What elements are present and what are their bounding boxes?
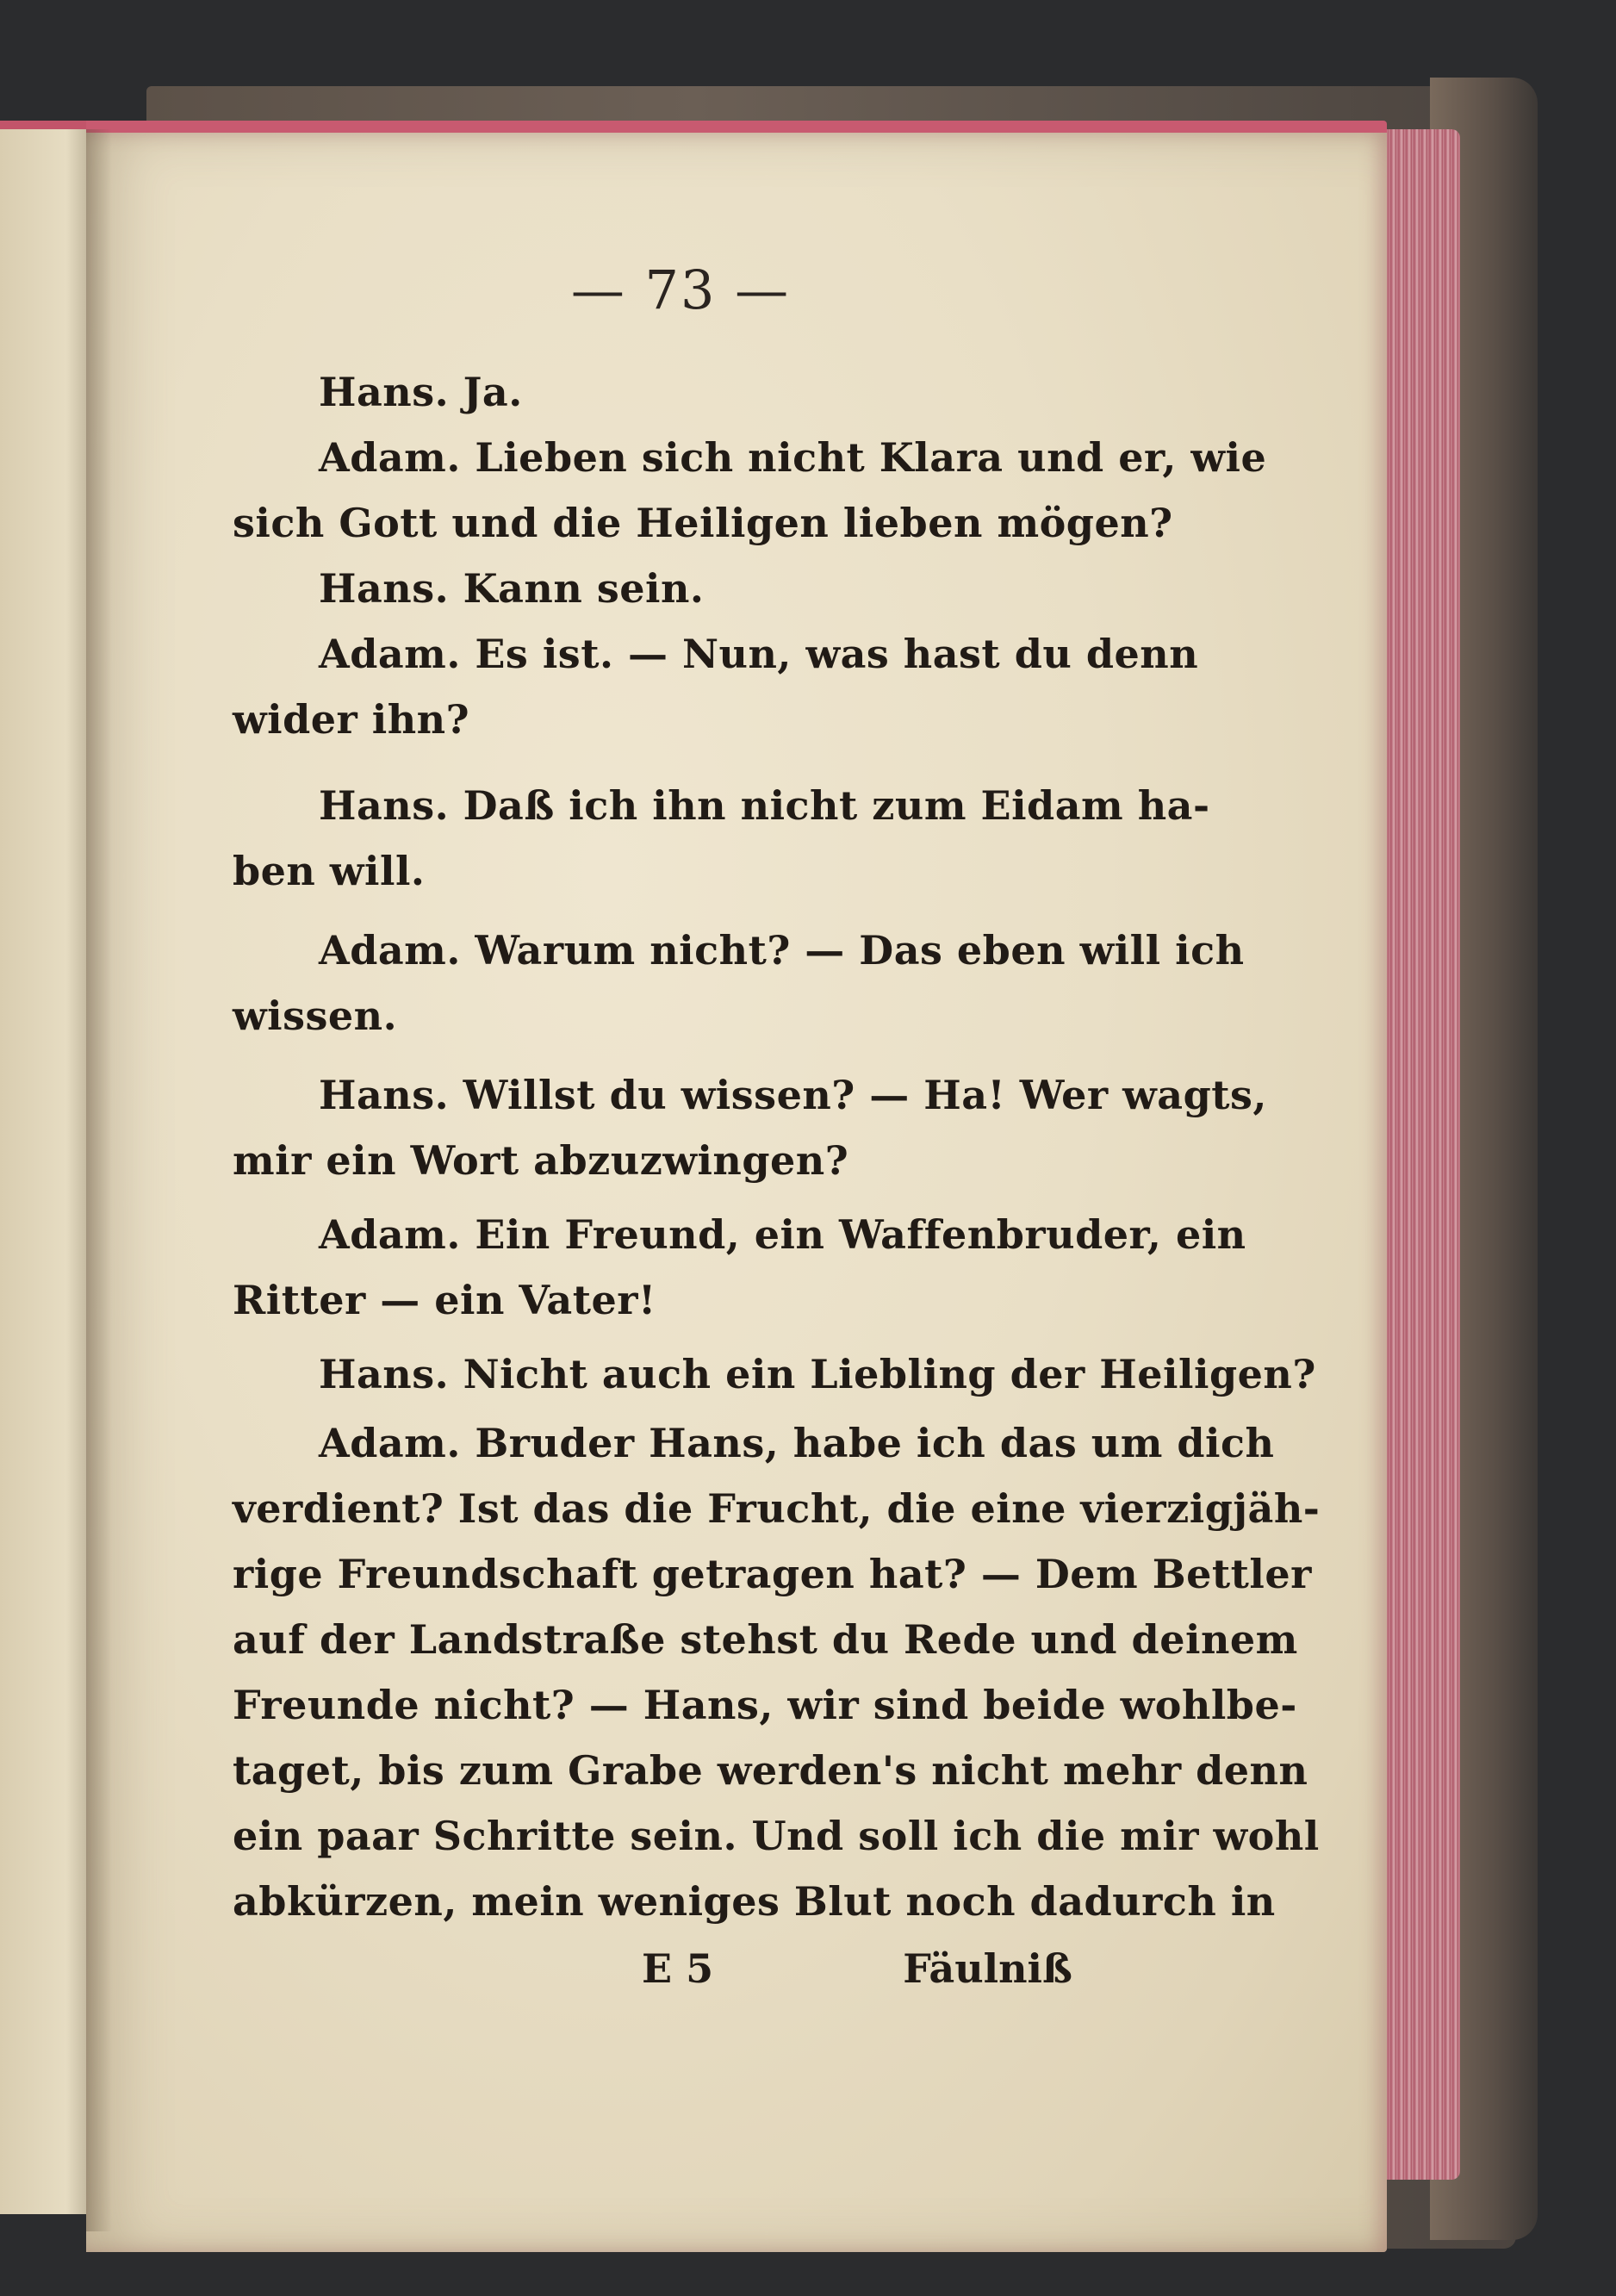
- text-line: Adam. Es ist. — Nun, was hast du denn: [319, 631, 1199, 677]
- text-line: taget, bis zum Grabe werden's nicht mehr denn: [233, 1747, 1308, 1794]
- text-line: Adam. Warum nicht? — Das eben will ich: [319, 927, 1245, 974]
- signature-mark: E 5: [642, 1945, 714, 1992]
- text-line: Freunde nicht? — Hans, wir sind beide wohlbe-: [233, 1682, 1297, 1728]
- page-gutter-shadow: [86, 129, 112, 2231]
- text-line: wissen.: [233, 992, 398, 1039]
- text-line: Hans. Ja.: [319, 369, 523, 415]
- page-number: — 73 —: [570, 258, 791, 321]
- text-line: Hans. Willst du wissen? — Ha! Wer wagts,: [319, 1072, 1267, 1118]
- text-line: Hans. Nicht auch ein Liebling der Heiligen?: [319, 1351, 1316, 1397]
- text-line: wider ihn?: [233, 696, 470, 743]
- text-line: auf der Landstraße stehst du Rede und deinem: [233, 1616, 1298, 1663]
- text-line: ein paar Schritte sein. Und soll ich die mir wohl: [233, 1813, 1320, 1859]
- text-line: Hans. Daß ich ihn nicht zum Eidam ha-: [319, 782, 1210, 829]
- text-line: verdient? Ist das die Frucht, die eine vierzigjäh-: [233, 1485, 1321, 1532]
- text-line: Hans. Kann sein.: [319, 565, 705, 612]
- text-line: Ritter — ein Vater!: [233, 1277, 656, 1323]
- text-line: mir ein Wort abzuzwingen?: [233, 1137, 849, 1184]
- text-line: abkürzen, mein weniges Blut noch dadurch in: [233, 1878, 1276, 1925]
- catchword: Fäulniß: [903, 1945, 1072, 1992]
- text-line: ben will.: [233, 848, 426, 894]
- left-page-edge: [0, 121, 95, 2214]
- text-line: Adam. Ein Freund, ein Waffenbruder, ein: [319, 1211, 1246, 1258]
- text-line: Adam. Bruder Hans, habe ich das um dich: [319, 1420, 1275, 1466]
- text-line: sich Gott und die Heiligen lieben mögen?: [233, 500, 1173, 546]
- text-line: rige Freundschaft getragen hat? — Dem Bettler: [233, 1551, 1312, 1597]
- text-line: Adam. Lieben sich nicht Klara und er, wie: [319, 434, 1267, 481]
